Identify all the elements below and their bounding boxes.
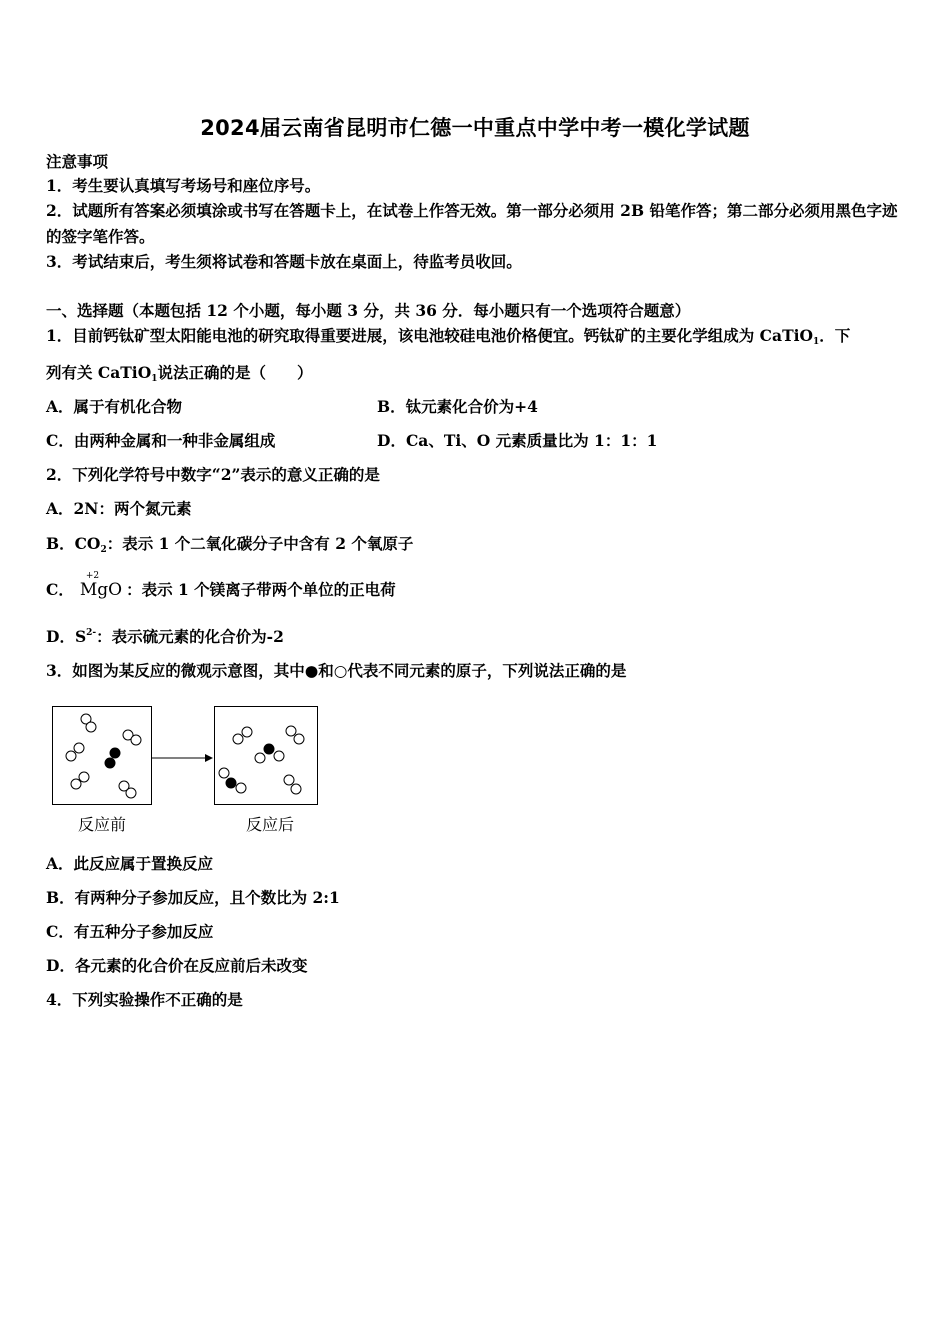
q1-stem-line1: 1．目前钙钛矿型太阳能电池的研究取得重要进展，该电池较硅电池价格便宜。钙钛矿的主要化学组成为 CaTiO1．下 <box>46 326 851 347</box>
q3-option-b: B．有两种分子参加反应，且个数比为 2:1 <box>46 888 340 907</box>
mgo-formula: +2 MgO <box>79 571 123 600</box>
q1-option-c: C．由两种金属和一种非金属组成 <box>46 431 276 450</box>
q1-option-d: D．Ca、Ti、O 元素质量比为 1：1：1 <box>377 431 658 450</box>
q1-stem-line2: 列有关 CaTiO1说法正确的是（ ） <box>46 363 313 384</box>
q2-option-d: D．$S^{2-}$：表示硫元素的化合价为-2 <box>46 627 284 646</box>
q1-option-b: B．钛元素化合价为+4 <box>377 397 538 416</box>
q3-stem: 3．如图为某反应的微观示意图，其中●和○代表不同元素的原子，下列说法正确的是 <box>46 661 627 680</box>
q2-stem: 2．下列化学符号中数字“2”表示的意义正确的是 <box>46 465 380 484</box>
q2-option-b: B．CO2：表示 1 个二氧化碳分子中含有 2 个氧原子 <box>46 534 414 555</box>
q3-option-c: C．有五种分子参加反应 <box>46 922 214 941</box>
q4-stem: 4．下列实验操作不正确的是 <box>46 990 243 1009</box>
reaction-arrow-head <box>205 754 213 762</box>
q1-option-a: A．属于有机化合物 <box>46 397 183 416</box>
caption-before: 反应前 <box>78 815 127 834</box>
section-heading: 一、选择题（本题包括 12 个小题，每小题 3 分，共 36 分．每小题只有一个选项符合题意） <box>46 301 691 320</box>
q3-option-d: D．各元素的化合价在反应前后未改变 <box>46 956 308 975</box>
notice-item-3: 3．考试结束后，考生须将试卷和答题卡放在桌面上，待监考员收回。 <box>46 252 522 271</box>
page-title: 2024届云南省昆明市仁德一中重点中学中考一模化学试题 <box>200 116 750 140</box>
notice-heading: 注意事项 <box>46 152 109 171</box>
caption-after: 反应后 <box>246 815 295 834</box>
q2-option-c: C． +2 MgO ：表示 1 个镁离子带两个单位的正电荷 <box>46 571 396 600</box>
notice-item-2: 2．试题所有答案必须填涂或书写在答题卡上，在试卷上作答无效。第一部分必须用 2B 铅笔作答；第二部分必须用黑色字迹的签字笔作答。 <box>46 201 898 246</box>
notice-item-1: 1．考生要认真填写考场号和座位序号。 <box>46 176 321 195</box>
q2-option-a: A．2N：两个氮元素 <box>46 499 192 518</box>
after-box <box>215 707 318 805</box>
q3-option-a: A．此反应属于置换反应 <box>46 854 214 873</box>
reaction-diagram <box>50 700 330 840</box>
